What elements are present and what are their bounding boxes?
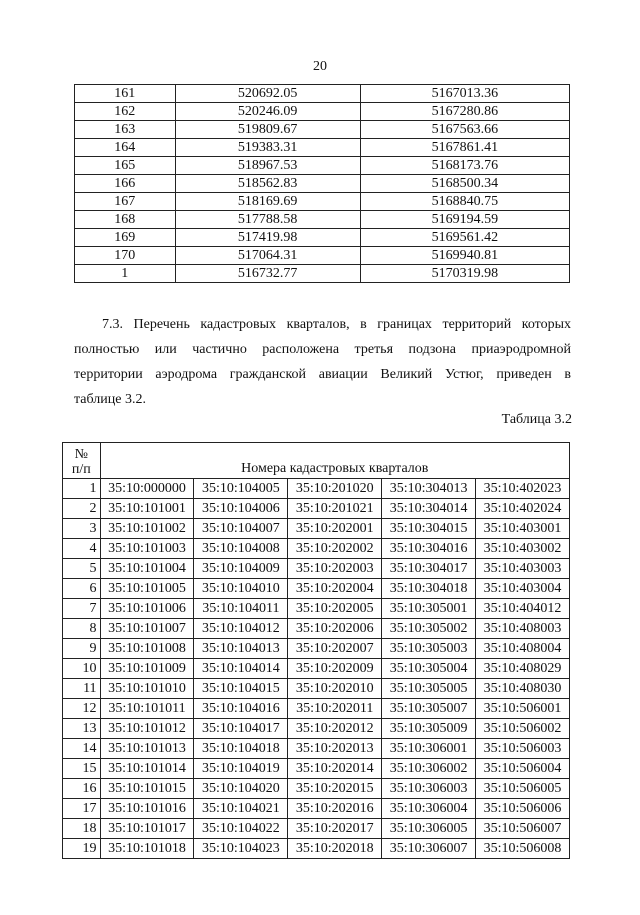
cadastral-number-cell: 35:10:506006 xyxy=(476,799,570,819)
row-number-cell: 2 xyxy=(63,499,101,519)
cadastral-number-cell: 35:10:104010 xyxy=(194,579,288,599)
row-number-header-abbr: п/п xyxy=(71,462,91,477)
cadastral-number-cell: 35:10:101018 xyxy=(100,839,194,859)
paragraph-line-4: таблице 3.2. xyxy=(74,392,146,407)
cadastral-number-cell: 35:10:304013 xyxy=(382,479,476,499)
cadastral-number-cell: 35:10:101014 xyxy=(100,759,194,779)
cadastral-number-cell: 35:10:104011 xyxy=(194,599,288,619)
table-row xyxy=(63,479,570,499)
x-coordinate-cell: 518967.53 xyxy=(175,157,360,175)
table-row xyxy=(75,193,570,211)
cadastral-number-cell: 35:10:201021 xyxy=(288,499,382,519)
cadastral-number-cell: 35:10:101003 xyxy=(100,539,194,559)
cadastral-number-cell: 35:10:104018 xyxy=(194,739,288,759)
cadastral-number-cell: 35:10:506002 xyxy=(476,719,570,739)
table-row xyxy=(63,839,570,859)
row-number-cell: 3 xyxy=(63,519,101,539)
point-number-cell: 170 xyxy=(75,247,176,265)
row-number-cell: 15 xyxy=(63,759,101,779)
row-number-cell: 5 xyxy=(63,559,101,579)
cadastral-number-cell: 35:10:104006 xyxy=(194,499,288,519)
cadastral-number-cell: 35:10:304018 xyxy=(382,579,476,599)
cadastral-number-cell: 35:10:202018 xyxy=(288,839,382,859)
row-number-cell: 8 xyxy=(63,619,101,639)
x-coordinate-cell: 516732.77 xyxy=(175,265,360,283)
cadastral-number-cell: 35:10:305001 xyxy=(382,599,476,619)
cadastral-number-cell: 35:10:000000 xyxy=(100,479,194,499)
row-number-cell: 10 xyxy=(63,659,101,679)
cadastral-number-cell: 35:10:304017 xyxy=(382,559,476,579)
row-number-cell: 14 xyxy=(63,739,101,759)
cadastral-number-cell: 35:10:402024 xyxy=(476,499,570,519)
row-number-cell: 18 xyxy=(63,819,101,839)
cadastral-number-cell: 35:10:306007 xyxy=(382,839,476,859)
row-number-cell: 9 xyxy=(63,639,101,659)
y-coordinate-cell: 5169194.59 xyxy=(360,211,569,229)
table-row xyxy=(75,229,570,247)
table-row xyxy=(75,121,570,139)
x-coordinate-cell: 519809.67 xyxy=(175,121,360,139)
cadastral-number-cell: 35:10:104013 xyxy=(194,639,288,659)
cadastral-number-cell: 35:10:305003 xyxy=(382,639,476,659)
cadastral-number-cell: 35:10:101011 xyxy=(100,699,194,719)
cadastral-number-cell: 35:10:202016 xyxy=(288,799,382,819)
x-coordinate-cell: 518562.83 xyxy=(175,175,360,193)
point-number-cell: 166 xyxy=(75,175,176,193)
row-number-cell: 4 xyxy=(63,539,101,559)
table-row xyxy=(75,175,570,193)
cadastral-number-cell: 35:10:101005 xyxy=(100,579,194,599)
x-coordinate-cell: 517064.31 xyxy=(175,247,360,265)
cadastral-number-cell: 35:10:306003 xyxy=(382,779,476,799)
cadastral-number-cell: 35:10:305005 xyxy=(382,679,476,699)
x-coordinate-cell: 520246.09 xyxy=(175,103,360,121)
point-number-cell: 168 xyxy=(75,211,176,229)
cadastral-quarters-table xyxy=(62,442,570,859)
x-coordinate-cell: 520692.05 xyxy=(175,85,360,103)
cadastral-number-cell: 35:10:306002 xyxy=(382,759,476,779)
cadastral-number-cell: 35:10:101016 xyxy=(100,799,194,819)
cadastral-number-cell: 35:10:202004 xyxy=(288,579,382,599)
cadastral-number-cell: 35:10:104005 xyxy=(194,479,288,499)
table-row xyxy=(75,139,570,157)
y-coordinate-cell: 5169561.42 xyxy=(360,229,569,247)
cadastral-number-cell: 35:10:104009 xyxy=(194,559,288,579)
table-row xyxy=(75,103,570,121)
point-number-cell: 167 xyxy=(75,193,176,211)
table-row xyxy=(63,519,570,539)
cadastral-number-cell: 35:10:408003 xyxy=(476,619,570,639)
table-row xyxy=(63,599,570,619)
cadastral-number-cell: 35:10:104014 xyxy=(194,659,288,679)
y-coordinate-cell: 5168173.76 xyxy=(360,157,569,175)
cadastral-number-cell: 35:10:202013 xyxy=(288,739,382,759)
coordinates-table xyxy=(74,84,570,283)
cadastral-number-cell: 35:10:101017 xyxy=(100,819,194,839)
row-number-header xyxy=(63,443,101,479)
cadastral-number-cell: 35:10:202007 xyxy=(288,639,382,659)
x-coordinate-cell: 517419.98 xyxy=(175,229,360,247)
cadastral-number-cell: 35:10:101015 xyxy=(100,779,194,799)
cadastral-number-cell: 35:10:101008 xyxy=(100,639,194,659)
cadastral-number-cell: 35:10:101004 xyxy=(100,559,194,579)
row-number-cell: 16 xyxy=(63,779,101,799)
row-number-cell: 19 xyxy=(63,839,101,859)
cadastral-number-cell: 35:10:202001 xyxy=(288,519,382,539)
table-row xyxy=(63,619,570,639)
page-number: 20 xyxy=(313,59,327,74)
cadastral-number-cell: 35:10:104007 xyxy=(194,519,288,539)
table-row xyxy=(75,85,570,103)
table-row xyxy=(63,659,570,679)
cadastral-number-cell: 35:10:305002 xyxy=(382,619,476,639)
y-coordinate-cell: 5167861.41 xyxy=(360,139,569,157)
cadastral-number-cell: 35:10:402023 xyxy=(476,479,570,499)
cadastral-number-cell: 35:10:305004 xyxy=(382,659,476,679)
cadastral-number-cell: 35:10:506003 xyxy=(476,739,570,759)
cadastral-number-cell: 35:10:202009 xyxy=(288,659,382,679)
cadastral-number-cell: 35:10:101012 xyxy=(100,719,194,739)
table-row xyxy=(63,579,570,599)
cadastral-number-cell: 35:10:403004 xyxy=(476,579,570,599)
cadastral-number-cell: 35:10:202015 xyxy=(288,779,382,799)
cadastral-number-cell: 35:10:202014 xyxy=(288,759,382,779)
table-row xyxy=(63,699,570,719)
point-number-cell: 162 xyxy=(75,103,176,121)
y-coordinate-cell: 5170319.98 xyxy=(360,265,569,283)
cadastral-number-cell: 35:10:202002 xyxy=(288,539,382,559)
table-row xyxy=(63,559,570,579)
cadastral-number-cell: 35:10:408004 xyxy=(476,639,570,659)
cadastral-number-cell: 35:10:101009 xyxy=(100,659,194,679)
row-number-cell: 7 xyxy=(63,599,101,619)
quarters-header: Номера кадастровых кварталов xyxy=(100,443,569,479)
cadastral-number-cell: 35:10:306001 xyxy=(382,739,476,759)
cadastral-number-cell: 35:10:202010 xyxy=(288,679,382,699)
table-row xyxy=(63,779,570,799)
cadastral-number-cell: 35:10:306005 xyxy=(382,819,476,839)
row-number-cell: 11 xyxy=(63,679,101,699)
cadastral-number-cell: 35:10:202003 xyxy=(288,559,382,579)
table-row xyxy=(63,499,570,519)
point-number-cell: 164 xyxy=(75,139,176,157)
cadastral-number-cell: 35:10:101013 xyxy=(100,739,194,759)
table-row xyxy=(63,539,570,559)
cadastral-number-cell: 35:10:404012 xyxy=(476,599,570,619)
cadastral-number-cell: 35:10:101001 xyxy=(100,499,194,519)
row-number-cell: 13 xyxy=(63,719,101,739)
cadastral-number-cell: 35:10:202006 xyxy=(288,619,382,639)
table-row xyxy=(63,639,570,659)
cadastral-number-cell: 35:10:403002 xyxy=(476,539,570,559)
row-number-cell: 1 xyxy=(63,479,101,499)
point-number-cell: 1 xyxy=(75,265,176,283)
y-coordinate-cell: 5167013.36 xyxy=(360,85,569,103)
x-coordinate-cell: 518169.69 xyxy=(175,193,360,211)
cadastral-number-cell: 35:10:506005 xyxy=(476,779,570,799)
paragraph-line-3: территории аэродрома гражданской авиации Великий Устюг, приведен в xyxy=(74,367,571,382)
y-coordinate-cell: 5168840.75 xyxy=(360,193,569,211)
table-caption: Таблица 3.2 xyxy=(501,412,572,427)
cadastral-number-cell: 35:10:202011 xyxy=(288,699,382,719)
cadastral-number-cell: 35:10:104017 xyxy=(194,719,288,739)
cadastral-number-cell: 35:10:304015 xyxy=(382,519,476,539)
cadastral-number-cell: 35:10:304016 xyxy=(382,539,476,559)
y-coordinate-cell: 5167280.86 xyxy=(360,103,569,121)
cadastral-number-cell: 35:10:202005 xyxy=(288,599,382,619)
x-coordinate-cell: 519383.31 xyxy=(175,139,360,157)
cadastral-number-cell: 35:10:104023 xyxy=(194,839,288,859)
cadastral-number-cell: 35:10:506004 xyxy=(476,759,570,779)
cadastral-number-cell: 35:10:201020 xyxy=(288,479,382,499)
table-row xyxy=(63,759,570,779)
cadastral-number-cell: 35:10:104022 xyxy=(194,819,288,839)
paragraph-line-2: полностью или частично расположена третья подзона приаэродромной xyxy=(74,342,571,357)
cadastral-number-cell: 35:10:506001 xyxy=(476,699,570,719)
cadastral-number-cell: 35:10:403003 xyxy=(476,559,570,579)
cadastral-number-cell: 35:10:104012 xyxy=(194,619,288,639)
table-row xyxy=(75,247,570,265)
table-row xyxy=(63,799,570,819)
table-row xyxy=(63,679,570,699)
cadastral-number-cell: 35:10:101006 xyxy=(100,599,194,619)
cadastral-number-cell: 35:10:104021 xyxy=(194,799,288,819)
cadastral-number-cell: 35:10:305009 xyxy=(382,719,476,739)
cadastral-number-cell: 35:10:304014 xyxy=(382,499,476,519)
table-row xyxy=(75,157,570,175)
table-row xyxy=(75,211,570,229)
point-number-cell: 169 xyxy=(75,229,176,247)
row-number-cell: 6 xyxy=(63,579,101,599)
cadastral-number-cell: 35:10:104020 xyxy=(194,779,288,799)
cadastral-number-cell: 35:10:101010 xyxy=(100,679,194,699)
cadastral-number-cell: 35:10:104015 xyxy=(194,679,288,699)
cadastral-number-cell: 35:10:104019 xyxy=(194,759,288,779)
cadastral-number-cell: 35:10:408030 xyxy=(476,679,570,699)
table-row xyxy=(63,819,570,839)
point-number-cell: 161 xyxy=(75,85,176,103)
cadastral-number-cell: 35:10:305007 xyxy=(382,699,476,719)
point-number-cell: 165 xyxy=(75,157,176,175)
paragraph-line-1: 7.3. Перечень кадастровых кварталов, в границах территорий которых xyxy=(102,317,571,332)
row-number-header-symbol: № xyxy=(74,447,88,462)
cadastral-number-cell: 35:10:403001 xyxy=(476,519,570,539)
row-number-cell: 12 xyxy=(63,699,101,719)
cadastral-number-cell: 35:10:101007 xyxy=(100,619,194,639)
cadastral-number-cell: 35:10:202012 xyxy=(288,719,382,739)
cadastral-number-cell: 35:10:506008 xyxy=(476,839,570,859)
point-number-cell: 163 xyxy=(75,121,176,139)
cadastral-number-cell: 35:10:202017 xyxy=(288,819,382,839)
cadastral-number-cell: 35:10:408029 xyxy=(476,659,570,679)
table-row xyxy=(63,739,570,759)
x-coordinate-cell: 517788.58 xyxy=(175,211,360,229)
table-row xyxy=(63,719,570,739)
y-coordinate-cell: 5167563.66 xyxy=(360,121,569,139)
y-coordinate-cell: 5168500.34 xyxy=(360,175,569,193)
row-number-cell: 17 xyxy=(63,799,101,819)
cadastral-number-cell: 35:10:104008 xyxy=(194,539,288,559)
cadastral-number-cell: 35:10:306004 xyxy=(382,799,476,819)
table-row xyxy=(75,265,570,283)
cadastral-number-cell: 35:10:104016 xyxy=(194,699,288,719)
cadastral-number-cell: 35:10:101002 xyxy=(100,519,194,539)
cadastral-number-cell: 35:10:506007 xyxy=(476,819,570,839)
y-coordinate-cell: 5169940.81 xyxy=(360,247,569,265)
